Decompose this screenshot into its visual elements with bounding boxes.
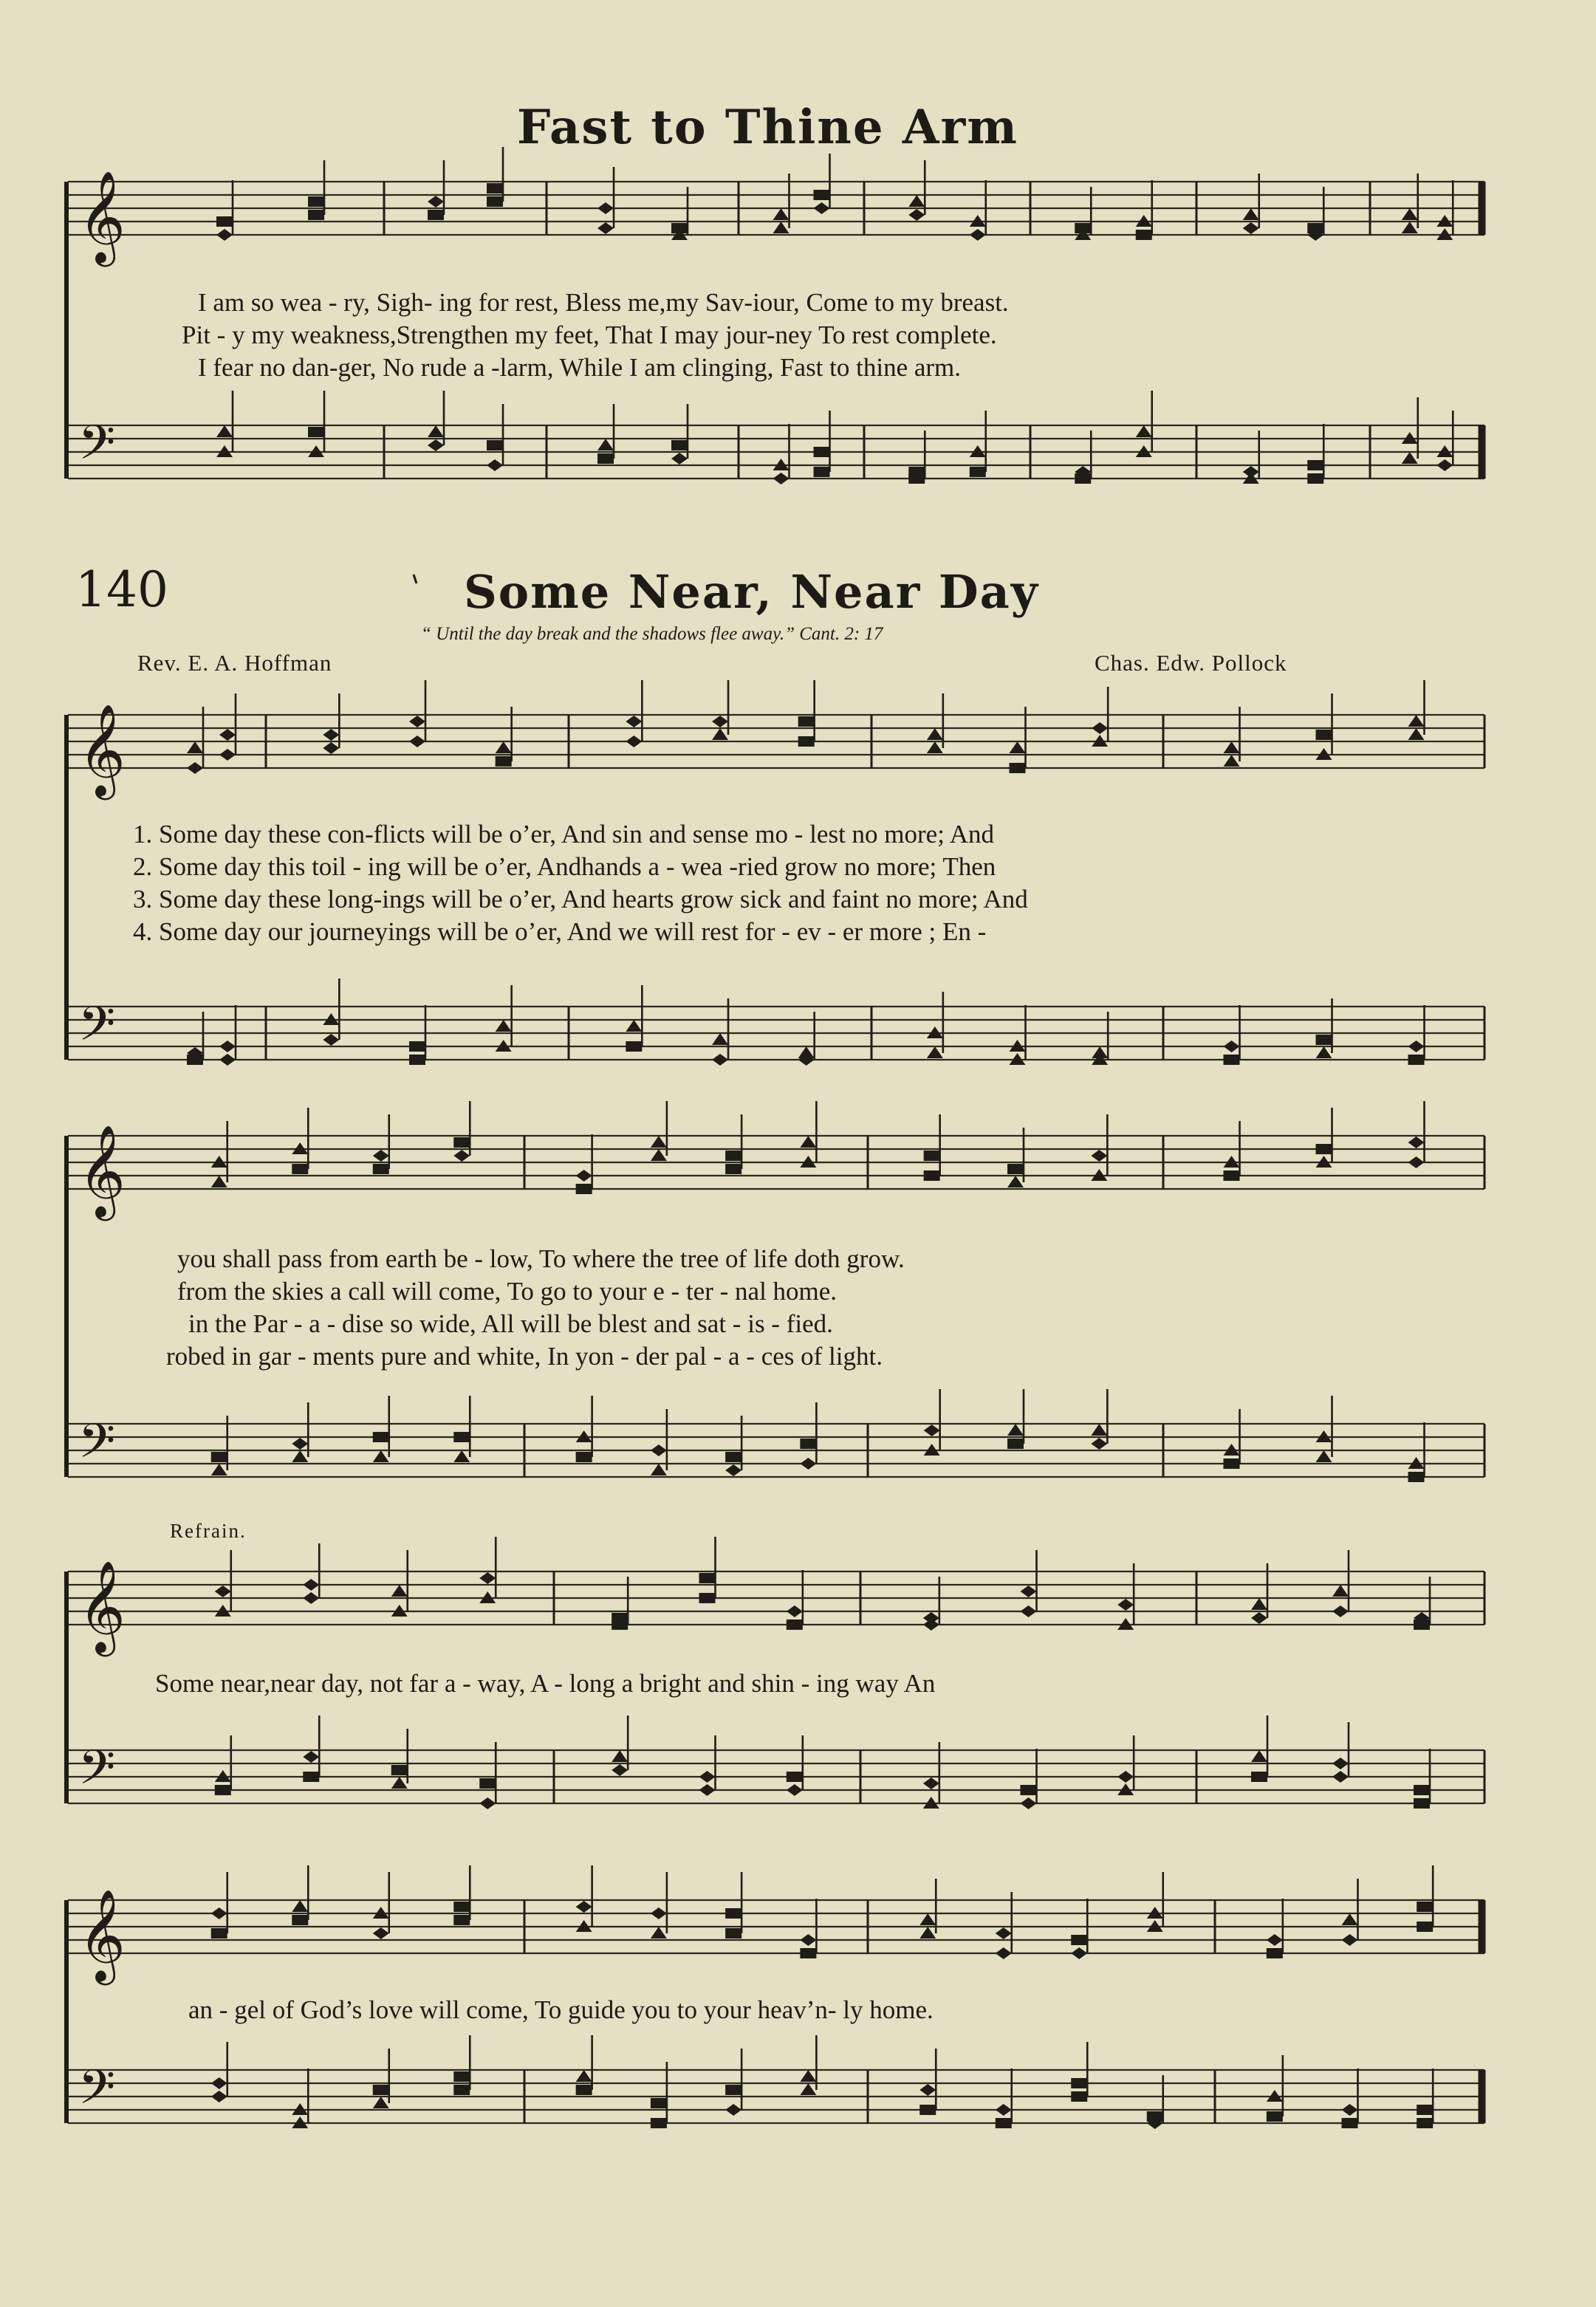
svg-text:𝄞: 𝄞 (78, 1125, 126, 1217)
hymn-a-lyric-1: I am so wea - ry, Sigh- ing for rest, Bless me,my Sav-iour, Come to my breast. (198, 288, 1009, 317)
composer-credit: Chas. Edw. Pollock (1095, 650, 1287, 676)
author-credit: Rev. E. A. Hoffman (137, 650, 332, 676)
verse-4-line-2: robed in gar - ments pure and white, In yon - der pal - a - ces of light. (166, 1342, 883, 1371)
refrain-line-2: an - gel of God’s love will come, To guide you to your heav’n- ly home. (188, 1995, 934, 2024)
svg-text:𝄞: 𝄞 (78, 1560, 126, 1653)
hymn-a-lyric-2: Pit - y my weakness,Strengthen my feet, That I may jour-ney To rest complete. (182, 320, 997, 349)
refrain-line-1: Some near,near day, not far a - way, A - long a bright and shin - ing way An (155, 1669, 936, 1698)
hymn-b-title: Some Near, Near Day (464, 565, 1039, 619)
svg-text:𝄞: 𝄞 (78, 704, 126, 796)
verse-3-line-1: 3. Some day these long-ings will be o’er, And hearts grow sick and faint no more; And (133, 885, 1028, 913)
verse-2-line-1: 2. Some day this toil - ing will be o’er, Andhands a - wea -ried grow no more; Then (133, 852, 996, 881)
svg-text:𝄞: 𝄞 (78, 1889, 126, 1981)
verse-1-line-2: you shall pass from earth be - low, To where the tree of life doth grow. (177, 1244, 905, 1273)
svg-text:𝄢: 𝄢 (78, 1414, 116, 1481)
hymn-a-lyric-3: I fear no dan-ger, No rude a -larm, While I am clinging, Fast to thine arm. (198, 353, 962, 382)
verse-2-line-2: from the skies a call will come, To go to your e - ter - nal home. (177, 1277, 838, 1306)
svg-text:𝄢: 𝄢 (78, 2060, 116, 2127)
epigraph: “ Until the day break and the shadows flee away.” Cant. 2: 17 (421, 624, 883, 644)
svg-text:𝄢: 𝄢 (78, 1741, 116, 1807)
svg-text:𝄞: 𝄞 (78, 171, 126, 263)
svg-text:𝄢: 𝄢 (78, 416, 116, 482)
verse-4-line-1: 4. Some day our journeyings will be o’er, And we will rest for - ev - er more ; En - (133, 917, 987, 946)
hymn-number: 140 (75, 561, 168, 618)
verse-1-line-1: 1. Some day these con-flicts will be o’er, And sin and sense mo - lest no more; And (133, 820, 995, 849)
verse-3-line-2: in the Par - a - dise so wide, All will be blest and sat - is - fied. (188, 1309, 833, 1338)
svg-text:𝄢: 𝄢 (78, 997, 116, 1063)
refrain-label: Refrain. (170, 1520, 247, 1542)
hymn-a-title: Fast to Thine Arm (517, 100, 1018, 155)
